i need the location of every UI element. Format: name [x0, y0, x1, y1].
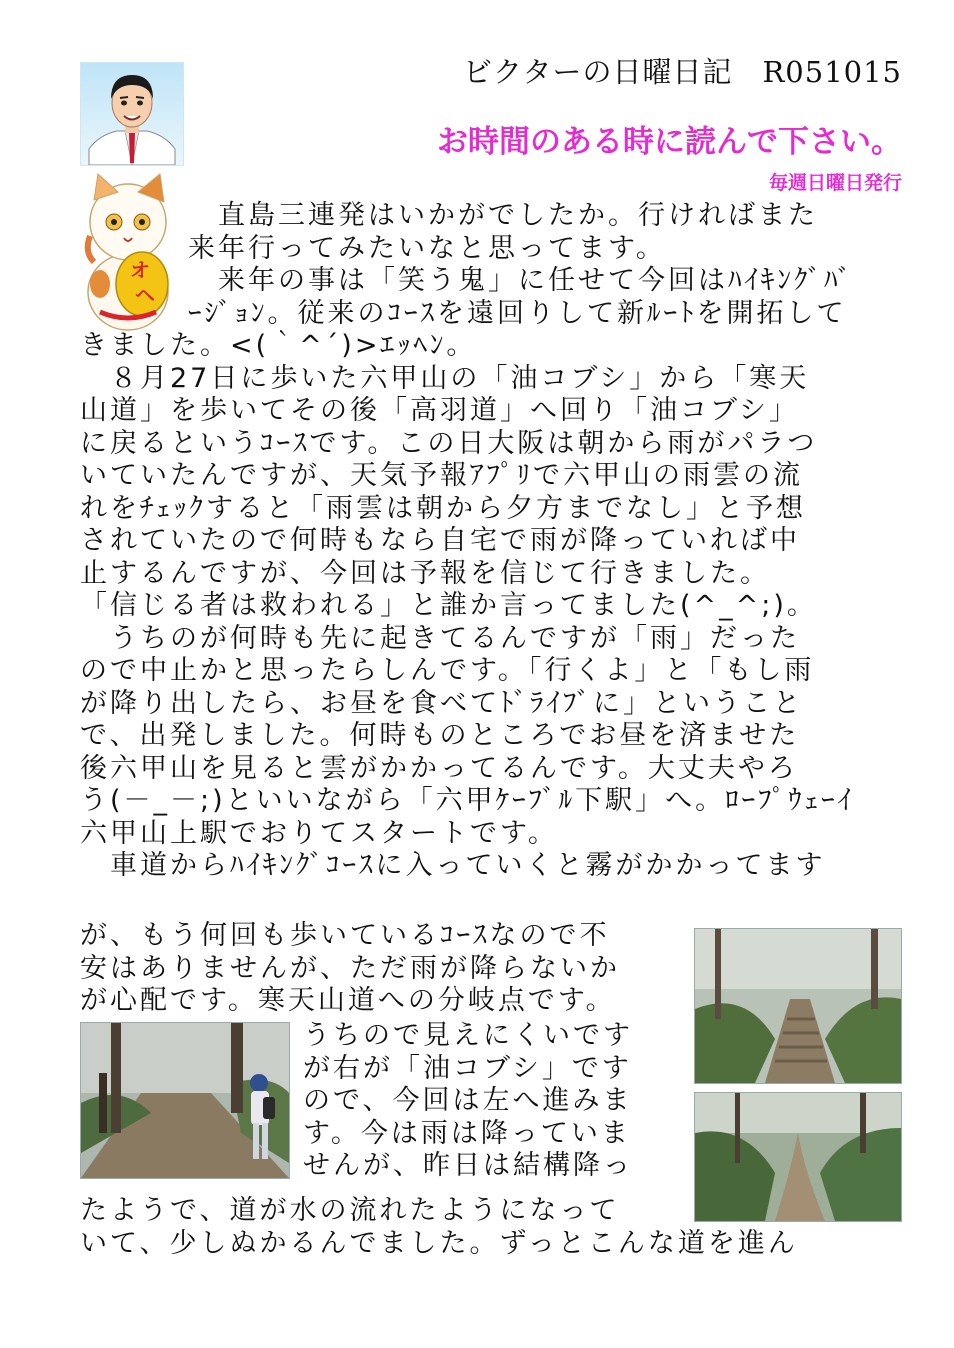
text-line: ｰｼﾞｮﾝ。従来のｺｰｽを遠回りして新ﾙｰﾄを開拓して: [188, 297, 847, 329]
text-line: 六甲山上駅でおりてスタートです。: [80, 817, 558, 849]
text-line: れをﾁｪｯｸすると「雨雲は朝から夕方までなし」と予想: [80, 492, 806, 524]
text-line: うちのが何時も先に起きてるんですが「雨」だった: [110, 622, 800, 654]
wrapped-text-middle: [303, 1020, 633, 1183]
text-line: ので、今回は左へ進みま: [303, 1085, 633, 1116]
muddy-path-drawing: [695, 1093, 901, 1221]
diary-title: ビクターの日曜日記 R051015: [463, 55, 902, 89]
text-line: たようで、道が水の流れたようになって: [80, 1195, 620, 1226]
text-line: 止するんですが、今回は予報を信じて行きました。: [80, 557, 770, 589]
maneki-neko-image: [80, 172, 188, 332]
text-line: ８月27日に歩いた六甲山の「油コブシ」から「寒天: [110, 362, 810, 394]
text-line: で、出発しました。何時ものところでお昼を済ませた: [80, 720, 800, 751]
weekly-note: 毎週日曜日発行: [768, 173, 902, 194]
text-line: 安はありませんが、ただ雨が降らないか: [80, 952, 620, 984]
maneki-neko-drawing: [80, 172, 188, 332]
text-line: が降り出したら、お昼を食べてﾄﾞﾗｲﾌﾞに」ということ: [80, 687, 803, 719]
muddy-path-photo: [694, 1092, 902, 1222]
text-line: に戻るというｺｰｽです。この日大阪は朝から雨がパラつ: [80, 427, 818, 459]
text-line: きました。<(｀^´)>ｴｯﾍﾝ。: [80, 330, 477, 361]
trail-fork-drawing: [81, 1023, 289, 1178]
trail-fork-photo: [80, 1022, 290, 1179]
reading-subtitle: お時間のある時に読んで下さい。: [437, 124, 902, 159]
text-line: う(－_－;)といいながら「六甲ｹｰﾌﾞﾙ下駅」へ。ﾛｰﾌﾟｳｪｰｲ: [80, 785, 855, 816]
wrapped-text-left: [80, 920, 620, 1018]
foggy-stairs-photo: [694, 928, 902, 1084]
text-line: が心配です。寒天山道への分岐点です。: [80, 985, 616, 1016]
text-line: が、もう何回も歩いているｺｰｽなので不: [80, 920, 610, 951]
text-line: せんが、昨日は結構降っ: [303, 1150, 633, 1181]
text-line: す。今は雨は降っていま: [303, 1117, 631, 1149]
author-caricature-drawing: [81, 63, 183, 165]
foggy-stairs-drawing: [695, 929, 901, 1083]
text-line: 車道からﾊｲｷﾝｸﾞｺｰｽに入っていくと霧がかかってます: [110, 850, 826, 881]
text-line: 「信じる者は救われる」と誰か言ってました(^_^;)。: [80, 590, 817, 621]
text-line: されていたので何時もなら自宅で雨が降っていれば中: [80, 525, 800, 556]
text-line: 後六甲山を見ると雲がかかってるんです。大丈夫やろ: [80, 752, 798, 784]
text-line: 山道」を歩いてその後「高羽道」へ回り「油コブシ」: [80, 395, 799, 426]
text-line: ので中止かと思ったらしんです。「行くよ」と「もし雨: [80, 655, 815, 686]
text-line: 直島三連発はいかがでしたか。行ければまた: [218, 200, 818, 231]
text-line: が右が「油コブシ」です: [303, 1052, 632, 1084]
author-caricature-image: [80, 62, 184, 166]
text-line: うちので見えにくいです: [303, 1020, 633, 1051]
intro-text: [188, 200, 854, 330]
main-text: [80, 330, 854, 883]
text-line: 来年行ってみたいなと思ってます。: [188, 232, 666, 264]
text-line: いていたんですが、天気予報ｱﾌﾟﾘで六甲山の雨雲の流: [80, 460, 803, 491]
bottom-text: [80, 1195, 798, 1260]
svg-text:オ: オ: [130, 258, 150, 282]
text-line: 来年の事は「笑う鬼」に任せて今回はﾊｲｷﾝｸﾞﾊﾞ: [218, 265, 854, 296]
svg-text:ヘ: ヘ: [135, 283, 155, 307]
text-line: いて、少しぬかるんでました。ずっとこんな道を進ん: [80, 1227, 798, 1259]
